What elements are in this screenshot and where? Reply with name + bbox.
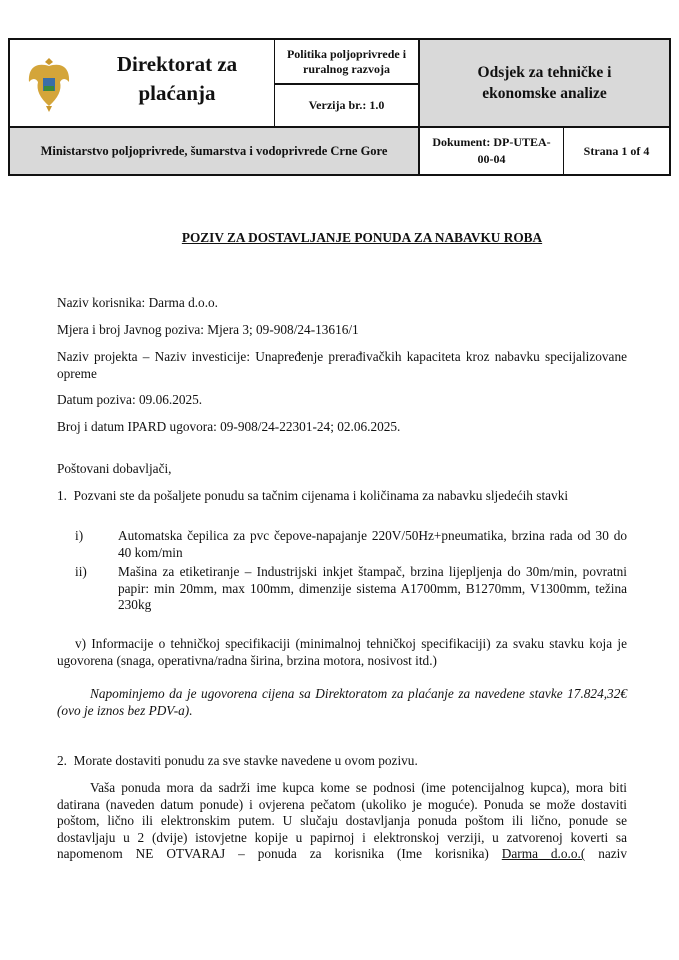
item-text: Mašina za etiketiranje – Industrijski inkjet štampač, brzina lijepljenja do 30m/min, povratni papir: min 20mm, max 100mm, dimenzije sistema A1700mm, B1270mm, V1300mm, težina 230kg xyxy=(118,564,627,613)
document-title: POZIV ZA DOSTAVLJANJE PONUDA ZA NABAVKU ROBA xyxy=(181,230,543,245)
policy-cell: Politika poljoprivrede i ruralnog razvoja xyxy=(275,40,420,85)
item-number: i) xyxy=(75,528,84,543)
field-date: Datum poziva: 09.06.2025. xyxy=(57,392,203,407)
field-measure: Mjera i broj Javnog poziva: Mjera 3; 09-908/24-13616/1 xyxy=(57,322,359,337)
spec-note: v) Informacije o tehničkoj specifikaciji (minimalnoj tehničkoj specifikaciji) za svaku stavku koja je ugovorena (snaga, operativna/radna širina, brzina motora, nosivost itd.) xyxy=(57,636,627,668)
department-cell: Odsjek za tehničke i ekonomske analize xyxy=(420,40,669,126)
item-text: Automatska čepilica za pvc čepove-napajanje 220V/50Hz+pneumatika, brzina rada od 30 do 40 kom/min xyxy=(118,528,627,560)
point-2: 2. Morate dostaviti ponudu za sve stavke navedene u ovom pozivu. xyxy=(57,753,418,768)
field-project: Naziv projekta – Naziv investicije: Unapređenje prerađivačkih kapaciteta kroz nabavku specijalizovane opreme xyxy=(57,349,627,381)
document-code-cell: Dokument: DP-UTEA-00-04 xyxy=(420,126,564,174)
page-number-cell: Strana 1 of 4 xyxy=(564,126,669,174)
paragraph-text: Vaša ponuda mora da sadrži ime kupca kome se podnosi (ime potencijalnog kupca), mora biti datirana (naveden datum ponude) i ovjerena pečatom (ukoliko je moguće). Ponuda se može dostaviti poštom, lično ili elektronskim putem. U slučaju dostavljanja ponuda poštom ili lično, ponude se dostavljaju u 2 (dvije) istovjetne kopije u papirnoj i elektronskoj verziji, u zatvorenoj koverti sa napomenom NE OTVARAJ – ponuda za korisnika (Ime korisnika) xyxy=(57,780,627,862)
paragraph-text-end: naziv xyxy=(585,846,627,862)
org-title: Direktorat za plaćanja xyxy=(116,52,238,105)
ministry-cell: Ministarstvo poljoprivrede, šumarstva i vodoprivrede Crne Gore xyxy=(10,126,420,174)
field-beneficiary: Naziv korisnika: Darma d.o.o. xyxy=(57,295,218,310)
price-note: Napominjemo da je ugovorena cijena sa Direktoratom za plaćanje za navedene stavke 17.824,32€ (ovo je iznos bez PDV-a). xyxy=(57,686,627,718)
greeting: Poštovani dobavljači, xyxy=(57,461,172,476)
document-header-table xyxy=(8,38,671,176)
version-cell: Verzija br.: 1.0 xyxy=(275,85,420,126)
org-cell xyxy=(10,40,275,126)
submission-paragraph xyxy=(57,780,627,864)
coat-of-arms-icon xyxy=(26,54,72,114)
item-number: ii) xyxy=(75,564,87,579)
point-1: 1. Pozvani ste da pošaljete ponudu sa tačnim cijenama i količinama za nabavku sljedećih stavki xyxy=(57,488,569,503)
field-ipard-contract: Broj i datum IPARD ugovora: 09-908/24-22301-24; 02.06.2025. xyxy=(57,419,401,434)
beneficiary-link: Darma d.o.o.( xyxy=(501,846,586,862)
